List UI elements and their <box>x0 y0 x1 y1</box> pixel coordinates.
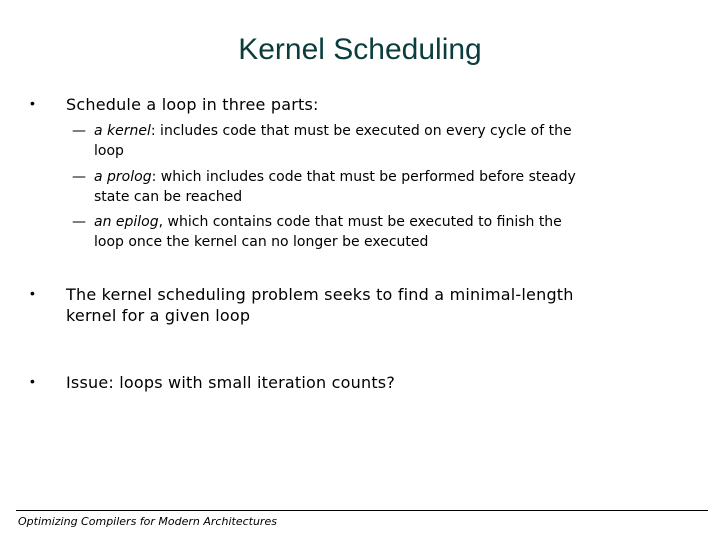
subitem-kernel-line2: loop <box>94 143 124 159</box>
bullet-marker: • <box>30 285 35 301</box>
term-kernel: a kernel <box>94 123 151 139</box>
term-prolog: a prolog <box>94 169 152 185</box>
dash-marker: — <box>72 214 86 230</box>
subitem-kernel <box>72 121 712 161</box>
subitem-prolog <box>72 167 712 207</box>
subitem-kernel-line1: a kernel: includes code that must be executed on every cycle of the <box>94 123 572 139</box>
subitem-prolog-line2: state can be reached <box>94 189 243 205</box>
slide-title: Kernel Scheduling <box>238 33 482 66</box>
bullet-schedule-three-parts: Schedule a loop in three parts: <box>66 95 319 114</box>
subitem-epilog <box>72 212 712 252</box>
bullet-kernel-problem-line2: kernel for a given loop <box>66 306 251 325</box>
bullet-marker: • <box>30 95 35 111</box>
bullet-issue: Issue: loops with small iteration counts? <box>66 373 396 392</box>
footer-divider <box>16 510 708 511</box>
subitem-prolog-line1: a prolog: which includes code that must be performed before steady <box>94 169 576 185</box>
subitem-epilog-line2: loop once the kernel can no longer be executed <box>94 234 429 250</box>
dash-marker: — <box>72 123 86 139</box>
term-epilog: an epilog <box>94 214 159 230</box>
subitem-epilog-line1: an epilog, which contains code that must be executed to finish the <box>94 214 562 230</box>
footer-course-title: Optimizing Compilers for Modern Architectures <box>18 515 277 528</box>
bullet-marker: • <box>30 373 35 389</box>
dash-marker: — <box>72 169 86 185</box>
bullet-kernel-problem-line1: The kernel scheduling problem seeks to find a minimal-length <box>66 285 574 304</box>
